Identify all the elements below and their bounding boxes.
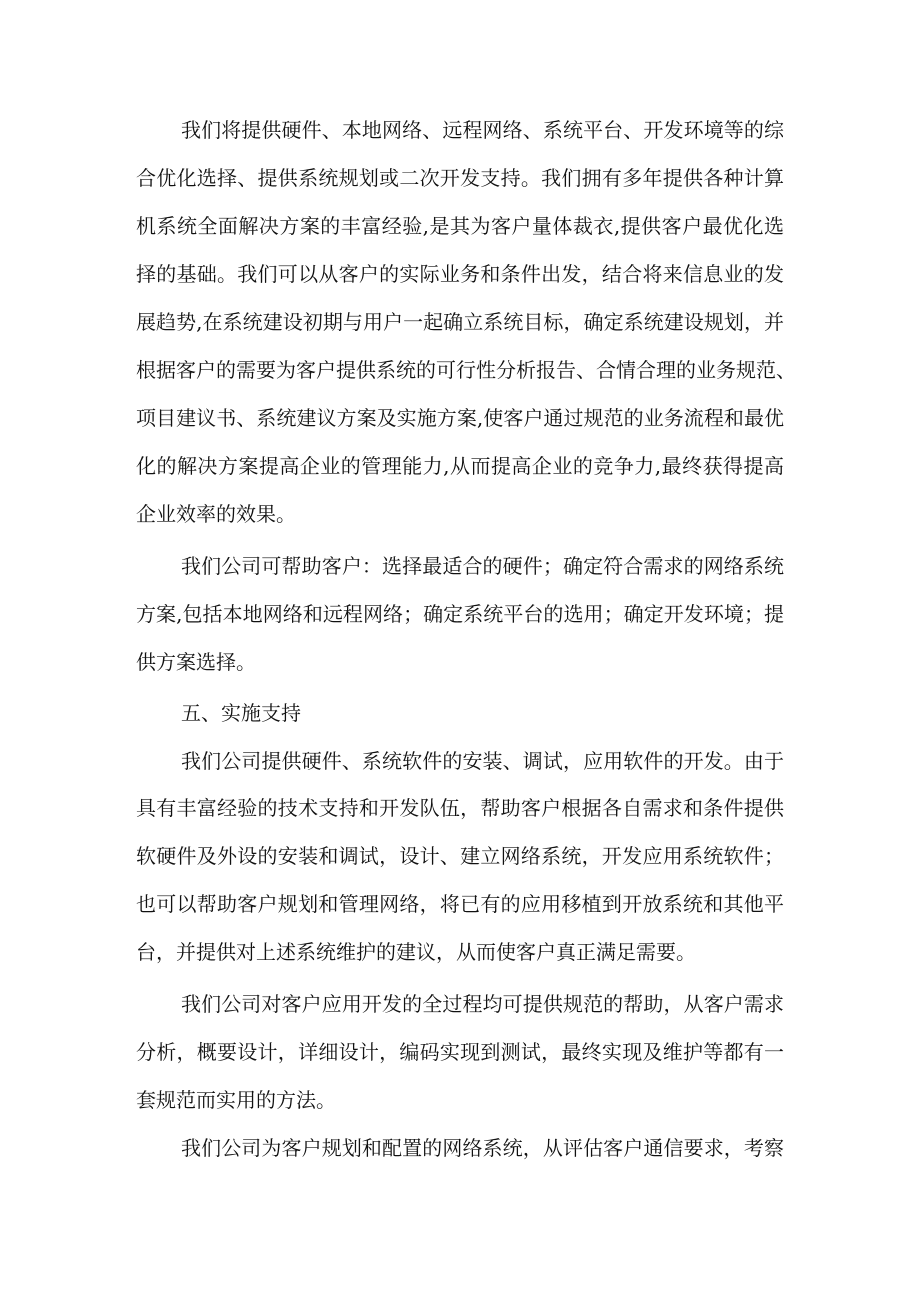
text-line: 项目建议书、系统建议方案及实施方案,使客户通过规范的业务流程和最优 <box>136 406 784 430</box>
text-line: 方案,包括本地网络和远程网络；确定系统平台的选用；确定开发环境；提 <box>136 602 784 626</box>
text-line: 展趋势,在系统建设初期与用户一起确立系统目标，确定系统建设规划，并 <box>136 310 784 334</box>
text-line: 我们将提供硬件、本地网络、远程网络、系统平台、开发环境等的综 <box>181 118 784 142</box>
text-line: 我们公司提供硬件、系统软件的安装、调试，应用软件的开发。由于 <box>181 749 784 773</box>
text-line: 择的基础。我们可以从客户的实际业务和条件出发，结合将来信息业的发 <box>136 262 784 286</box>
text-line: 软硬件及外设的安装和调试，设计、建立网络系统，开发应用系统软件； <box>136 844 784 868</box>
text-line: 台，并提供对上述系统维护的建议，从而使客户真正满足需要。 <box>136 940 696 964</box>
text-line: 我们公司对客户应用开发的全过程均可提供规范的帮助，从客户需求 <box>181 992 784 1016</box>
text-line: 具有丰富经验的技术支持和开发队伍，帮助客户根据各自需求和条件提供 <box>136 796 784 820</box>
text-line: 机系统全面解决方案的丰富经验,是其为客户量体裁衣,提供客户最优化选 <box>136 214 784 238</box>
text-line: 供方案选择。 <box>136 650 256 674</box>
text-line: 根据客户的需要为客户提供系统的可行性分析报告、合情合理的业务规范、 <box>136 358 796 382</box>
text-line: 分析，概要设计，详细设计，编码实现到测试，最终实现及维护等都有一 <box>136 1040 784 1064</box>
text-line: 我们公司可帮助客户：选择最适合的硬件；确定符合需求的网络系统 <box>181 554 784 578</box>
text-line: 套规范而实用的方法。 <box>136 1088 336 1112</box>
text-line: 我们公司为客户规划和配置的网络系统，从评估客户通信要求，考察 <box>181 1136 784 1160</box>
text-line: 也可以帮助客户规划和管理网络，将已有的应用移植到开放系统和其他平 <box>136 892 784 916</box>
text-line: 化的解决方案提高企业的管理能力,从而提高企业的竞争力,最终获得提高 <box>136 454 784 478</box>
section-heading: 五、实施支持 <box>181 701 301 725</box>
text-line: 企业效率的效果。 <box>136 502 296 526</box>
text-line: 合优化选择、提供系统规划或二次开发支持。我们拥有多年提供各种计算 <box>136 166 784 190</box>
